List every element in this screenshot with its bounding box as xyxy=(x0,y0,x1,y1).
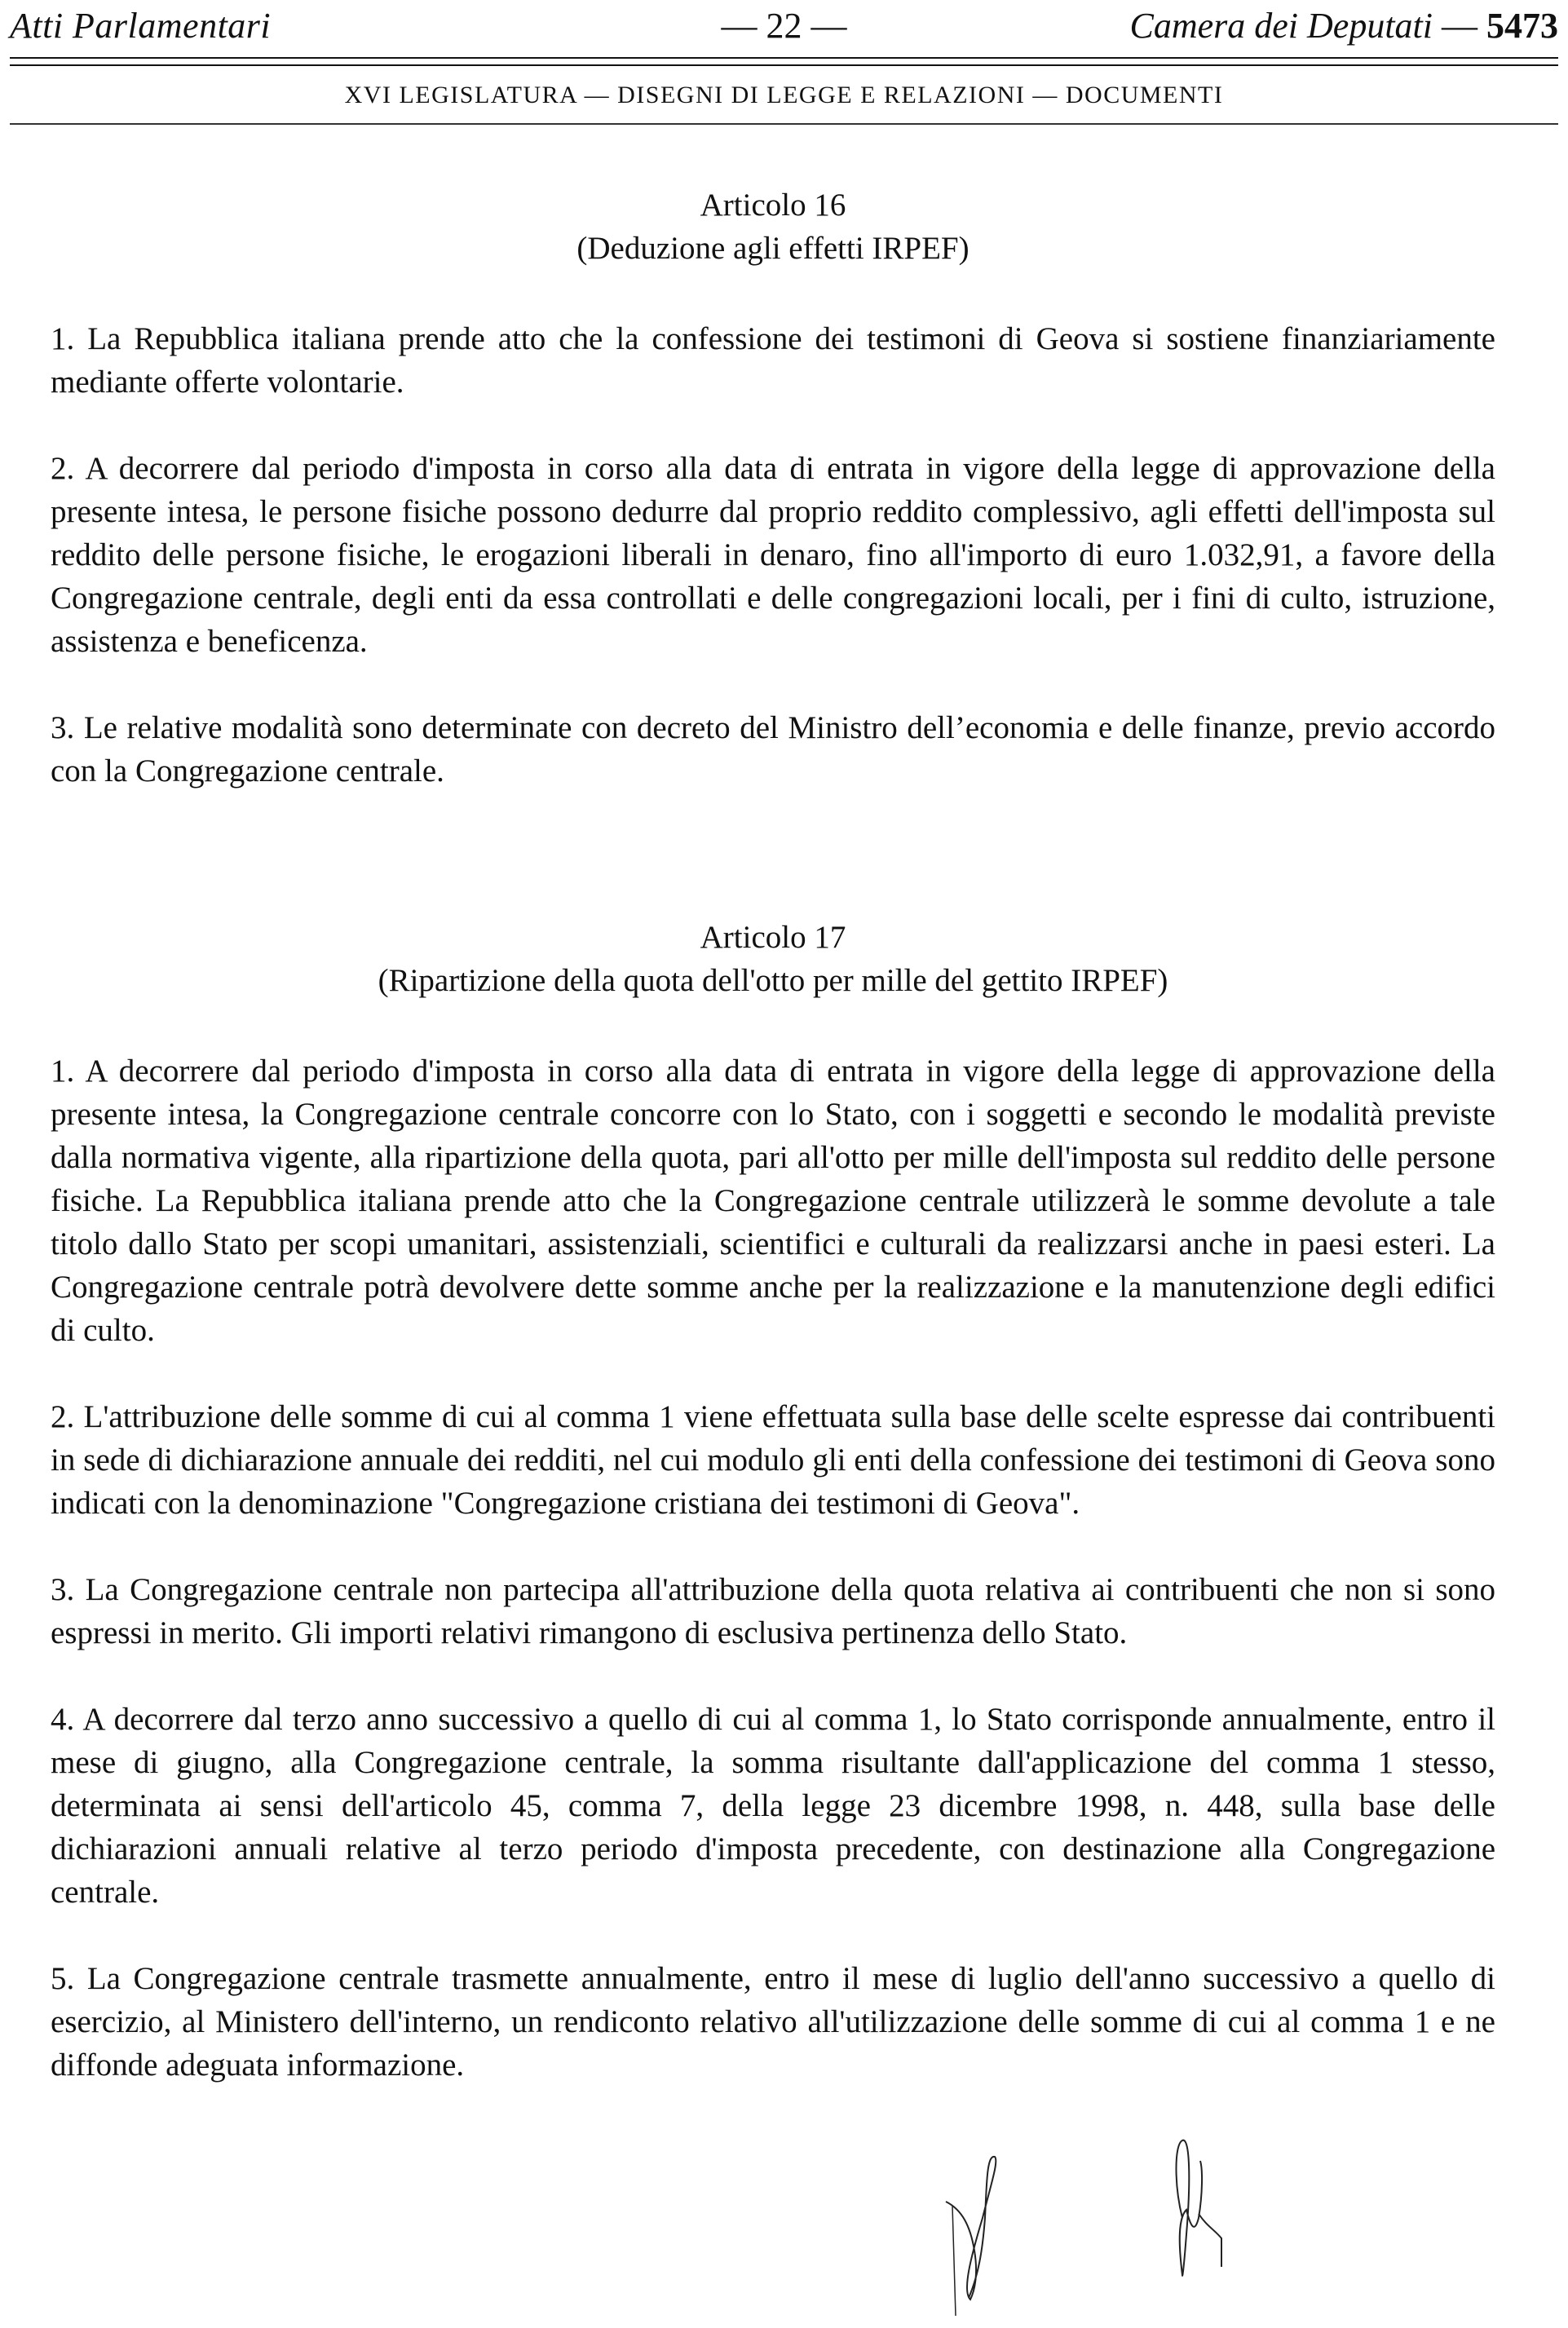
paragraph: 3. Le relative modalità sono determinate con decreto del Ministro dell’economia e delle finanze, previo accordo con la Congregazione centrale. xyxy=(51,710,1495,789)
article-title: Articolo 16 xyxy=(700,188,846,223)
header-publication: Atti Parlamentari xyxy=(10,6,272,46)
header-page-number: — 22 — xyxy=(721,6,847,46)
paragraph: 1. La Repubblica italiana prende atto che la confessione dei testimoni di Geova si sostiene finanziariamente mediante offerte volontarie. xyxy=(51,321,1495,400)
signature-icon xyxy=(1166,2136,1280,2299)
header-single-rule xyxy=(10,123,1558,125)
signature-icon xyxy=(938,2153,1052,2316)
article-title: Articolo 17 xyxy=(700,920,846,955)
legislature-subtitle: XVI LEGISLATURA — DISEGNI DI LEGGE E RELAZIONI — DOCUMENTI xyxy=(344,82,1224,108)
article-16 xyxy=(51,183,1495,793)
article-17 xyxy=(51,916,1495,2087)
header-chamber xyxy=(1129,5,1558,46)
header-double-rule xyxy=(10,57,1558,66)
paragraph: 2. L'attribuzione delle somme di cui al comma 1 viene effettuata sulla base delle scelte espresse dai contribuenti in sede di dichiarazione annuale dei redditi, nel cui modulo gli enti della confessione dei testimoni di Geova sono indicati con la denominazione "Congregazione cristiana dei testimoni di Geova". xyxy=(51,1399,1495,1521)
paragraph: 2. A decorrere dal periodo d'imposta in corso alla data di entrata in vigore della legge di approvazione della presente intesa, le persone fisiche possono dedurre dal proprio reddito complessivo, agli effetti dell'imposta sul reddito delle persone fisiche, le erogazioni liberali in denaro, fino all'importo di euro 1.032,91, a favore della Congregazione centrale, degli enti da essa controllati e delle congregazioni locali, per i fini di culto, istruzione, assistenza e beneficenza. xyxy=(51,451,1495,659)
paragraph: 5. La Congregazione centrale trasmette annualmente, entro il mese di luglio dell'anno successivo a quello di esercizio, al Ministero dell'interno, un rendiconto relativo all'utilizzazione delle somme di cui al comma 1 e ne diffonde adeguata informazione. xyxy=(51,1961,1495,2083)
running-header xyxy=(10,0,1558,51)
header-separator: — xyxy=(1433,6,1486,46)
paragraph: 3. La Congregazione centrale non partecipa all'attribuzione della quota relativa ai contribuenti che non si sono espressi in merito. Gli importi relativi rimangono di esclusiva pertinenza dello Stato. xyxy=(51,1572,1495,1650)
header-document-number: 5473 xyxy=(1486,6,1558,46)
document-body xyxy=(51,183,1495,2130)
article-heading: (Ripartizione della quota dell'otto per mille del gettito IRPEF) xyxy=(378,963,1168,998)
article-spacer xyxy=(51,836,1495,916)
header-chamber-name: Camera dei Deputati xyxy=(1129,6,1433,46)
paragraph: 4. A decorrere dal terzo anno successivo a quello di cui al comma 1, lo Stato corrisponde annualmente, entro il mese di giugno, alla Congregazione centrale, la somma risultante dall'applicazione del comma 1 stesso, determinata ai sensi dell'articolo 45, comma 7, della legge 23 dicembre 1998, n. 448, sulla base delle dichiarazioni annuali relative al terzo periodo d'imposta precedente, con destinazione alla Congregazione centrale. xyxy=(51,1702,1495,1910)
signatures xyxy=(897,2153,1386,2324)
paragraph: 1. A decorrere dal periodo d'imposta in corso alla data di entrata in vigore della legge di approvazione della presente intesa, la Congregazione centrale concorre con lo Stato, con i soggetti e secondo le modalità previste dalla normativa vigente, alla ripartizione della quota, pari all'otto per mille dell'imposta sul reddito delle persone fisiche. La Repubblica italiana prende atto che la Congregazione centrale utilizzerà le somme devolute a tale titolo dallo Stato per scopi umanitari, assistenziali, scientifici e culturali da realizzarsi anche in paesi esteri. La Congregazione centrale potrà devolvere dette somme anche per la realizzazione e la manutenzione degli edifici di culto. xyxy=(51,1054,1495,1348)
article-heading: (Deduzione agli effetti IRPEF) xyxy=(576,231,970,266)
